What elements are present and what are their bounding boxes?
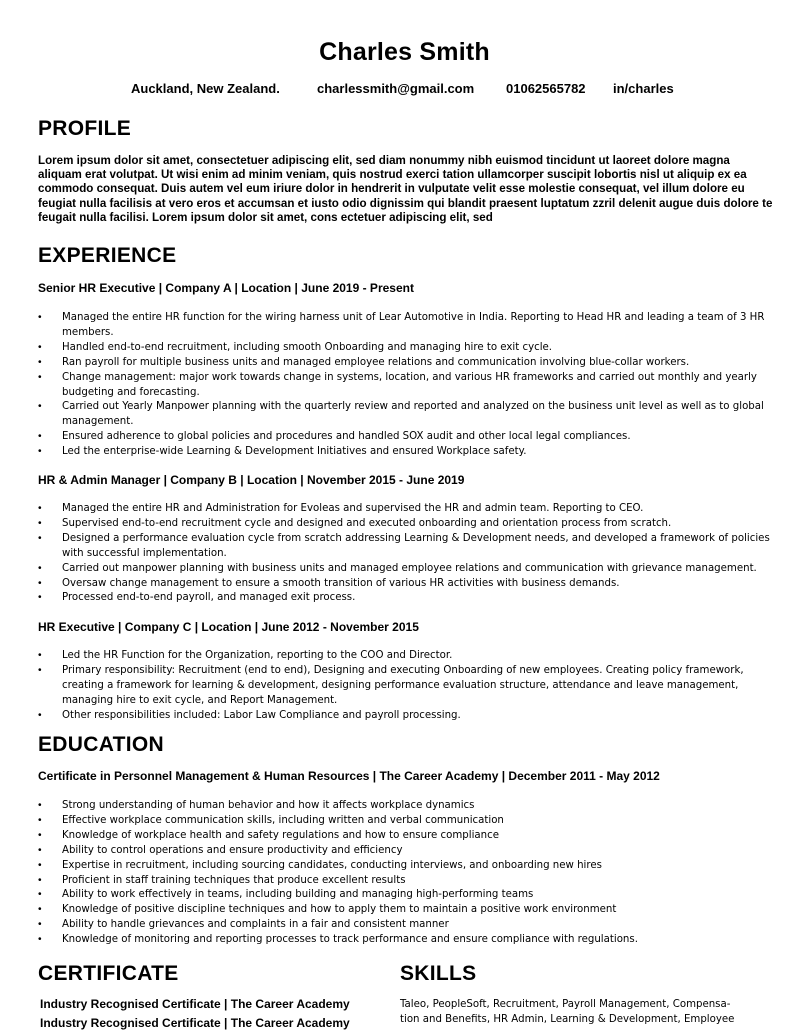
job-1-bullets <box>38 311 783 460</box>
list-item: • Proficient in staff training techniques that produce excellent results <box>38 874 783 889</box>
list-item: • Primary responsibility: Recruitment (end to end), Designing and executing Onboarding of new employees. Creating policy framework, creating a framework for learning & development, designing performance evaluation structure, attendance and leave management, managing hire to exit cycle, and Report Management. <box>38 664 783 709</box>
list-item: • Managed the entire HR and Administration for Evoleas and supervised the HR and admin team. Reporting to CEO. <box>38 502 783 517</box>
list-item: • Effective workplace communication skills, including written and verbal communication <box>38 814 783 829</box>
contact-email[interactable]: charlessmith@gmail.com <box>317 81 475 96</box>
job-2-bullets <box>38 502 783 606</box>
list-item: • Managed the entire HR function for the wiring harness unit of Lear Automotive in India. Reporting to Head HR and leading a team of 3 HR members. <box>38 311 783 341</box>
list-item: • Knowledge of workplace health and safety regulations and how to ensure compliance <box>38 829 783 844</box>
list-item: • Oversaw change management to ensure a smooth transition of various HR activities with business demands. <box>38 577 783 592</box>
list-item: • Strong understanding of human behavior and how it affects workplace dynamics <box>38 799 783 814</box>
education-heading: EDUCATION <box>38 733 164 756</box>
list-item: • Ran payroll for multiple business units and managed employee relations and communication involving blue-collar workers. <box>38 356 783 371</box>
contact-linkedin[interactable]: in/charles <box>613 81 674 96</box>
list-item: • Designed a performance evaluation cycle from scratch addressing Learning & Development needs, and developed a framework of policies with successful implementation. <box>38 532 783 562</box>
list-item: • Other responsibilities included: Labor Law Compliance and payroll processing. <box>38 709 783 724</box>
contact-location: Auckland, New Zealand. <box>131 81 280 96</box>
list-item: • Carried out Yearly Manpower planning with the quarterly review and reported and analyzed on the business unit level as well as to global management. <box>38 400 783 430</box>
certificate-item: Industry Recognised Certificate | The Career Academy <box>40 997 350 1011</box>
list-item: • Ability to control operations and ensure productivity and efficiency <box>38 844 783 859</box>
list-item: • Supervised end-to-end recruitment cycle and designed and executed onboarding and orientation process from scratch. <box>38 517 783 532</box>
education-title: Certificate in Personnel Management & Human Resources | The Career Academy | December 2011 - May 2012 <box>38 769 660 783</box>
list-item: • Expertise in recruitment, including sourcing candidates, conducting interviews, and onboarding new hires <box>38 859 783 874</box>
job-title-3: HR Executive | Company C | Location | June 2012 - November 2015 <box>38 620 419 634</box>
profile-heading: PROFILE <box>38 117 132 140</box>
skills-text: Taleo, PeopleSoft, Recruitment, Payroll Management, Compensa-tion and Benefits, HR Admin, Learning & Development, Employee <box>400 999 735 1025</box>
skills-heading: SKILLS <box>400 962 477 985</box>
list-item: • Change management: major work towards change in systems, location, and various HR frameworks and carried out monthly and yearly budgeting and forecasting. <box>38 371 783 401</box>
list-item: • Processed end-to-end payroll, and managed exit process. <box>38 591 783 606</box>
list-item: • Ensured adherence to global policies and procedures and handled SOX audit and other local legal compliances. <box>38 430 783 445</box>
certificate-heading: CERTIFICATE <box>38 962 179 985</box>
education-bullets <box>38 799 783 948</box>
job-title-2: HR & Admin Manager | Company B | Location | November 2015 - June 2019 <box>38 473 465 487</box>
list-item: • Led the enterprise-wide Learning & Development Initiatives and ensured Workplace safety. <box>38 445 783 460</box>
job-3-bullets <box>38 649 783 724</box>
list-item: • Knowledge of positive discipline techniques and how to apply them to maintain a positive work environment <box>38 903 783 918</box>
experience-heading: EXPERIENCE <box>38 244 177 267</box>
profile-text: Lorem ipsum dolor sit amet, consectetuer adipiscing elit, sed diam nonummy nibh euismod tincidunt ut laoreet dolore magna aliquam erat volutpat. Ut wisi enim ad minim veniam, quis nostrud exerci tation ullamcorper suscipit lobortis nisl ut aliquip ex ea commodo consequat. Duis autem vel eum iriure dolor in hendrerit in vulputate velit esse molestie consequat, vel illum dolore eu feugiat nulla facilisis at vero eros et accumsan et iusto odio dignissim qui blandit praesent luptatum zzril delenit augue duis dolore te feugait nulla facilisi. Lorem ipsum dolor sit amet, cons ectetuer adipiscing elit, sed <box>38 154 773 224</box>
contact-phone: 01062565782 <box>506 81 586 96</box>
list-item: • Carried out manpower planning with business units and managed employee relations and communication with grievance management. <box>38 562 783 577</box>
list-item: • Led the HR Function for the Organization, reporting to the COO and Director. <box>38 649 783 664</box>
list-item: • Knowledge of monitoring and reporting processes to track performance and ensure compliance with regulations. <box>38 933 783 948</box>
job-title-1: Senior HR Executive | Company A | Location | June 2019 - Present <box>38 281 414 295</box>
candidate-name: Charles Smith <box>319 38 490 66</box>
list-item: • Handled end-to-end recruitment, including smooth Onboarding and managing hire to exit cycle. <box>38 341 783 356</box>
list-item: • Ability to handle grievances and complaints in a fair and consistent manner <box>38 918 783 933</box>
list-item: • Ability to work effectively in teams, including building and managing high-performing teams <box>38 888 783 903</box>
certificate-item: Industry Recognised Certificate | The Career Academy <box>40 1016 350 1030</box>
